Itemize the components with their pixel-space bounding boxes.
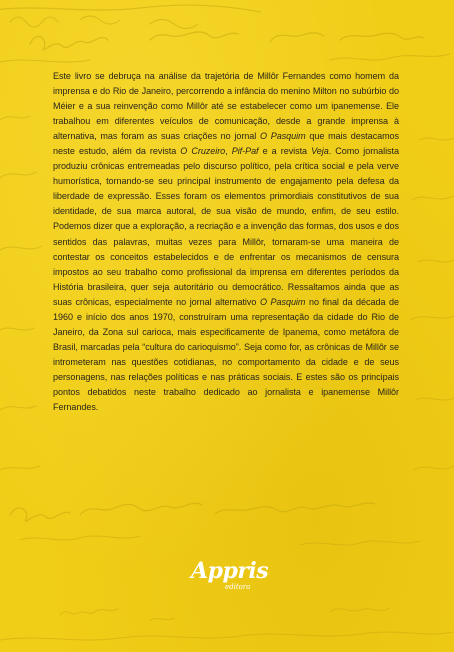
synopsis-text-6: no final da década de 1960 e início dos anos 1970, construíram uma representação da cidade do Rio de Janeiro, da Zona sul carioca, mais especificamente de Ipanema, como metáfora de Brasil, marcadas pela “cultura do carioquismo”. Seja como for, as crônicas de Millôr se intrometeram nas questões cotidianas, no comportamento da cidade e de seus personagens, nas relações políticas e nas práticas sociais. E estes são os principais pontos debatidos neste trabalho dedicado ao jornalista e ipanemense Millôr Fernandes. bbox=[53, 296, 399, 413]
synopsis-text-4: e a revista bbox=[258, 146, 312, 157]
synopsis-title-o-cruzeiro: O Cruzeiro bbox=[180, 146, 226, 157]
synopsis-title-veja: Veja bbox=[311, 146, 329, 157]
synopsis-title-o-pasquim-2: O Pasquim bbox=[259, 296, 306, 307]
logo-tagline: editora bbox=[225, 583, 251, 591]
synopsis-text-1: Este livro se debruça na análise da trajetória de Millôr Fernandes como homem da imprensa e do Rio de Janeiro, percorrendo a infância do menino Milton no subúrbio do Méier e a sua reinvenção como Millôr até se estabelecer como um ipanemense. Ele trabalhou em diferentes veículos de comunicação, desde a grande imprensa à alternativa, mas foram as suas criações no jornal bbox=[53, 71, 399, 142]
synopsis-text-5: . Como jornalista produziu crônicas entremeadas pelo discurso político, pela crítica social e pela verve humorística, tornando-se seu principal instrumento de engajamento pela defesa da liberdade de expressão. Esses foram os elementos primordiais constitutivos de sua identidade, de sua marca autoral, de sua visão de mundo, enfim, de seu estilo. Podemos dizer que a exploração, a recriação e a invenção das formas, dos usos e dos sentidos das palavras, muitas vezes para Millôr, tornaram-se uma maneira de contestar os conceitos estabelecidos e de enfrentar os mecanismos de censura impostos ao seu trabalho como profissional da imprensa em diferentes períodos da História brasileira, quer seja autoritário ou democrático. Ressaltamos ainda que as suas crônicas, especialmente no jornal alternativo bbox=[53, 146, 399, 307]
synopsis-text-2: que mais destacamos neste estudo, além da revista bbox=[53, 131, 400, 157]
back-cover-synopsis bbox=[53, 69, 399, 415]
synopsis-title-o-pasquim: O Pasquim bbox=[260, 131, 306, 142]
synopsis-title-pif-paf: Pif-Paf bbox=[231, 146, 259, 157]
synopsis-text-3: , bbox=[225, 146, 232, 157]
logo-brand: Appris bbox=[191, 558, 269, 584]
appris-editora-logo bbox=[191, 559, 271, 599]
